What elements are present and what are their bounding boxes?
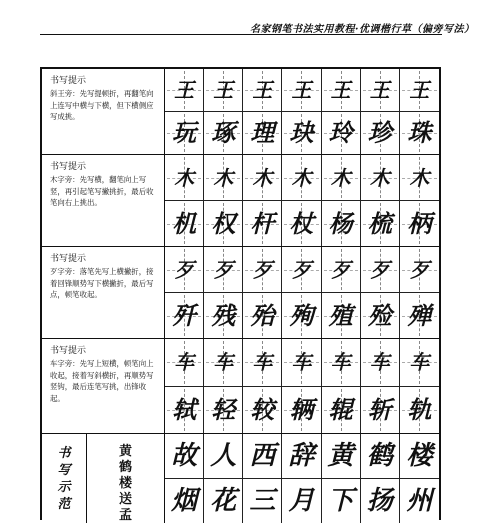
- grid-column: [400, 155, 439, 246]
- grid-column: [322, 69, 361, 154]
- poem-character: 故: [171, 440, 198, 471]
- poem-character: 烟: [171, 485, 198, 516]
- example-character: 珠: [407, 118, 432, 147]
- grid-column: [204, 69, 243, 154]
- label-char: 书: [57, 445, 71, 461]
- poem-cell: [243, 479, 282, 524]
- example-character: 辆: [289, 394, 314, 424]
- tip-text: 木字旁：先写横，翻笔向上写竖，再引起笔写撇挑折，最后收笔向右上挑出。: [50, 175, 154, 207]
- tip-title: 书写提示: [50, 346, 87, 356]
- writing-demonstration: [42, 433, 439, 523]
- poem-cell: [361, 479, 400, 524]
- example-character: 珍: [367, 118, 392, 147]
- grid-column: [243, 69, 282, 154]
- grid-column: [282, 247, 321, 338]
- radical-section-che: [42, 338, 439, 433]
- poem-character: 州: [406, 485, 433, 516]
- poem-cell: [400, 479, 439, 524]
- grid-column: [361, 155, 400, 246]
- example-character: 殚: [407, 300, 432, 330]
- practice-radical: 车: [174, 350, 195, 375]
- practice-radical: 车: [252, 350, 273, 375]
- example-character: 殓: [367, 300, 392, 330]
- practice-radical: 歹: [330, 257, 351, 282]
- example-character: 梳: [367, 208, 392, 238]
- poem-title-char: 鹤: [118, 460, 132, 475]
- poem-cell: [322, 434, 361, 479]
- practice-grid: [165, 247, 439, 338]
- poem-character: 人: [210, 440, 237, 471]
- writing-tip: [42, 339, 165, 433]
- practice-radical: 王: [409, 78, 430, 102]
- practice-radical: 木: [213, 165, 234, 190]
- practice-radical: 车: [330, 350, 351, 375]
- tip-title: 书写提示: [50, 162, 87, 172]
- tip-text: 歹字旁：落笔先写上横撇折，接着回锋顺势写下横撇折，最后写点，顿笔收起。: [50, 267, 154, 299]
- poem-cell: [282, 434, 321, 479]
- writing-tip: [42, 155, 165, 246]
- grid-column: [243, 247, 282, 338]
- example-character: 殆: [250, 300, 275, 330]
- grid-column: [322, 155, 361, 246]
- poem-character: 花: [210, 485, 237, 516]
- poem-grid: [165, 434, 439, 523]
- practice-radical: 木: [174, 165, 195, 190]
- poem-character: 西: [249, 440, 276, 471]
- practice-radical: 歹: [409, 257, 430, 282]
- grid-column: [165, 339, 204, 433]
- practice-radical: 木: [252, 165, 273, 190]
- poem-character: 月: [288, 485, 315, 516]
- grid-column: [165, 155, 204, 246]
- poem-character: 三: [249, 485, 276, 516]
- practice-radical: 歹: [291, 257, 312, 282]
- practice-radical: 车: [291, 350, 312, 375]
- example-character: 玲: [328, 118, 353, 147]
- grid-column: [400, 247, 439, 338]
- example-character: 杖: [289, 208, 314, 238]
- practice-radical: 王: [291, 78, 312, 102]
- practice-radical: 王: [174, 78, 195, 102]
- poem-cell: [165, 434, 204, 479]
- grid-column: [204, 339, 243, 433]
- example-character: 玦: [289, 118, 314, 147]
- example-character: 玩: [172, 118, 197, 147]
- grid-column: [204, 247, 243, 338]
- example-character: 杆: [250, 208, 275, 238]
- grid-column: [361, 69, 400, 154]
- poem-title-char: 送: [118, 492, 132, 507]
- example-character: 权: [211, 208, 236, 238]
- example-character: 理: [250, 118, 275, 147]
- example-character: 杨: [328, 208, 353, 238]
- grid-column: [243, 155, 282, 246]
- practice-radical: 车: [409, 350, 430, 375]
- grid-column: [282, 69, 321, 154]
- tip-title: 书写提示: [50, 76, 87, 86]
- practice-radical: 木: [409, 165, 430, 190]
- poem-cell: [361, 434, 400, 479]
- poem-character: 楼: [406, 440, 433, 471]
- example-character: 残: [211, 300, 236, 330]
- practice-radical: 王: [330, 78, 351, 102]
- practice-grid: [165, 339, 439, 433]
- example-character: 斩: [367, 394, 392, 424]
- practice-radical: 木: [330, 165, 351, 190]
- grid-column: [282, 155, 321, 246]
- radical-section-wang: [42, 69, 439, 154]
- book-header-title: 名家钢笔书法实用教程·优调楷行草（偏旁写法）: [250, 24, 475, 35]
- poem-character: 扬: [366, 485, 393, 516]
- poem-title: [87, 434, 165, 523]
- label-char: 写: [57, 462, 71, 478]
- example-character: 辊: [328, 394, 353, 424]
- grid-column: [361, 339, 400, 433]
- example-character: 较: [250, 394, 275, 424]
- tip-text: 车字旁：先写上短横，顿笔向上收起，接着写斜横折，再顺势写竖钩，最后连笔写挑，出锋收起。: [50, 359, 154, 403]
- label-char: 示: [57, 479, 71, 495]
- poem-title-char: 楼: [118, 476, 132, 491]
- practice-grid: [165, 69, 439, 154]
- poem-cell: [165, 479, 204, 524]
- poem-title-char: 黄: [118, 444, 132, 459]
- header-rule: [40, 34, 442, 35]
- poem-character: 下: [327, 485, 354, 516]
- poem-character: 辞: [288, 440, 315, 471]
- poem-cell: [204, 434, 243, 479]
- tip-text: 斜王旁：先写提顿折，再翻笔向上连写中横与下横，但下横侧应写成挑。: [50, 89, 154, 121]
- practice-radical: 车: [369, 350, 390, 375]
- poem-cell: [243, 434, 282, 479]
- writing-tip: [42, 247, 165, 338]
- poem-title-char: 孟: [118, 508, 132, 523]
- grid-column: [282, 339, 321, 433]
- example-character: 轻: [211, 394, 236, 424]
- grid-column: [361, 247, 400, 338]
- poem-cell: [400, 434, 439, 479]
- example-character: 轨: [407, 394, 432, 424]
- grid-column: [322, 339, 361, 433]
- practice-radical: 歹: [369, 257, 390, 282]
- practice-sheet: [40, 67, 441, 523]
- grid-column: [204, 155, 243, 246]
- poem-character: 黄: [327, 440, 354, 471]
- practice-radical: 王: [213, 78, 234, 102]
- practice-radical: 歹: [174, 257, 195, 282]
- poem-cell: [282, 479, 321, 524]
- practice-radical: 车: [213, 350, 234, 375]
- grid-column: [165, 247, 204, 338]
- example-character: 殖: [328, 300, 353, 330]
- radical-section-dai: [42, 246, 439, 338]
- tip-title: 书写提示: [50, 254, 87, 264]
- practice-grid: [165, 155, 439, 246]
- radical-section-mu: [42, 154, 439, 246]
- grid-column: [322, 247, 361, 338]
- example-character: 轼: [172, 394, 197, 424]
- example-character: 柄: [407, 208, 432, 238]
- practice-radical: 王: [369, 78, 390, 102]
- label-char: 范: [57, 496, 71, 512]
- practice-radical: 木: [369, 165, 390, 190]
- example-character: 殉: [289, 300, 314, 330]
- grid-column: [165, 69, 204, 154]
- grid-column: [243, 339, 282, 433]
- writing-tip: [42, 69, 165, 154]
- example-character: 歼: [172, 300, 197, 330]
- poem-cell: [322, 479, 361, 524]
- grid-column: [400, 339, 439, 433]
- poem-cell: [204, 479, 243, 524]
- practice-radical: 歹: [213, 257, 234, 282]
- practice-radical: 木: [291, 165, 312, 190]
- practice-radical: 王: [252, 78, 273, 102]
- example-character: 琢: [211, 118, 236, 147]
- example-character: 机: [172, 208, 197, 238]
- grid-column: [400, 69, 439, 154]
- practice-radical: 歹: [252, 257, 273, 282]
- demonstration-label: [42, 434, 87, 523]
- poem-character: 鹤: [366, 440, 393, 471]
